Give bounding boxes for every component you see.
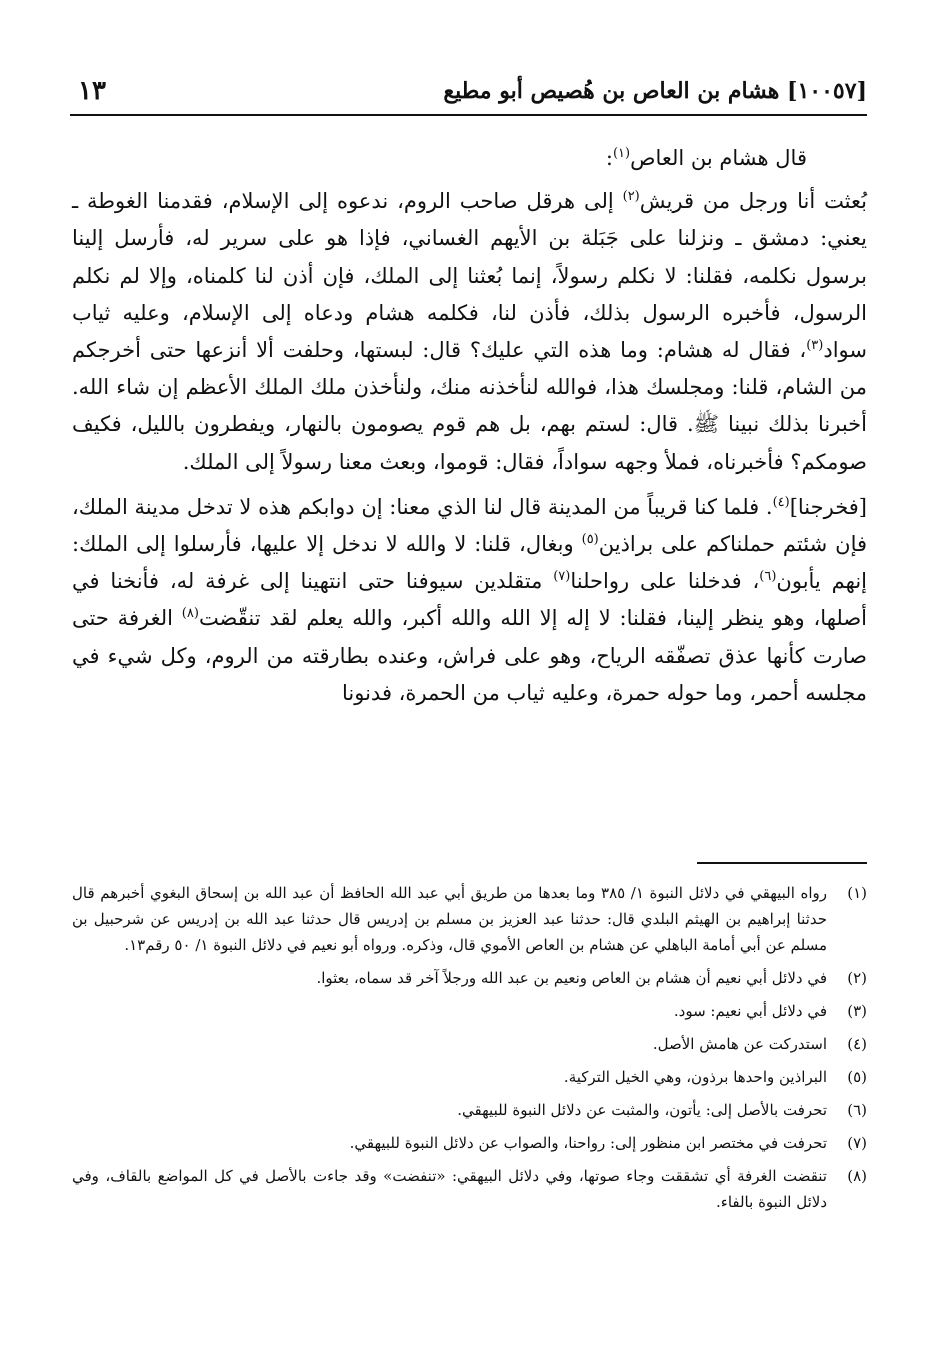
page-header [70, 72, 867, 116]
footnote-item [72, 998, 867, 1024]
footnote-ref: (١) [612, 146, 631, 161]
footnote-number: (٣) [847, 1002, 867, 1020]
footnote-ref: (٢) [622, 189, 640, 205]
paragraph-text: [فخرجنا] [789, 494, 867, 519]
footnote-item [72, 1031, 867, 1057]
footnote-number: (٨) [847, 1167, 867, 1185]
footnote-text: رواه البيهقي في دلائل النبوة ١/ ٣٨٥ وما بعدها من طريق أبي عبد الله الحافظ أن عبد الله بن إسحاق البغوي أخبرهم قال حدثنا إبراهيم بن الهيثم البلدي قال: حدثنا عبد العزيز بن مسلم بن إدريس قال حدثنا عبد الله بن إدريس عن شرحبيل بن مسلم عن أبي أمامة الباهلي عن هشام بن العاص الأموي قال، وذكره. ورواه أبو نعيم في دلائل النبوة ١/ ٥٠ رقم١٣. [72, 884, 828, 954]
footnote-item [72, 880, 867, 958]
footnote-item [72, 1163, 867, 1215]
footnote-number: (٤) [847, 1035, 867, 1053]
footnote-item [72, 1097, 867, 1123]
footnote-item [72, 965, 867, 991]
speaker-line [72, 140, 867, 177]
footnote-ref: (٧) [553, 569, 571, 585]
footnote-text: استدركت عن هامش الأصل. [652, 1035, 827, 1053]
footnote-number: (٢) [847, 969, 867, 987]
paragraph-2 [72, 489, 867, 712]
footnote-number: (٧) [847, 1134, 867, 1152]
paragraph-text: متقلدين سيوفنا حتى انتهينا إلى غرفة له، فأنخنا في أصلها، وهو ينظر إلينا، فقلنا: لا إله إلا الله والله أكبر، والله يعلم لقد تنقّضت [72, 569, 867, 631]
footnote-item [72, 1130, 867, 1156]
paragraph-text: إلى هرقل صاحب الروم، ندعوه إلى الإسلام، فقدمنا الغوطة ـ يعني: دمشق ـ ونزلنا على جَبَلة بن الأيهم الغساني، فإذا هو على سرير له، فأرسل إلينا برسول نكلمه، فقلنا: لا نكلم رسولاً، إنما بُعثنا إلى الملك، فإن أذن لنا كلمناه، وإلا لم نكلم الرسول، فأخبره الرسول بذلك، فأذن لنا، فكلمه هشام ودعاه إلى الإسلام، وعليه ثياب سواد [72, 189, 867, 363]
paragraph-text: الغرفة حتى صارت كأنها عذق تصفّقه الرياح، وهو على فراش، وعنده بطارقته من الروم، وكل شيء في مجلسه أحمر، وما حوله حمرة، وعليه ثياب من الحمرة، فدنونا [72, 606, 867, 705]
paragraph-text: ، فدخلنا على رواحلنا [570, 569, 760, 594]
running-title: [١٠٠٥٧] هشام بن العاص بن هُصيص أبو مطيع [443, 78, 867, 104]
footnote-separator [697, 862, 867, 864]
footnote-text: في دلائل أبي نعيم أن هشام بن العاص ونعيم بن عبد الله ورجلاً آخر قد سماه، بعثوا. [316, 969, 827, 987]
paragraph-1 [72, 183, 867, 481]
footnote-text: البراذين واحدها برذون، وهي الخيل التركية. [563, 1068, 827, 1086]
footnote-number: (٦) [847, 1101, 867, 1119]
footnote-ref: (٣) [806, 338, 824, 354]
footnote-item [72, 1064, 867, 1090]
paragraph-text: ، فقال له هشام: وما هذه التي عليك؟ قال: لبستها، وحلفت ألا أنزعها حتى أخرجكم من الشام، قلنا: ومجلسك هذا، فوالله لنأخذنه منك، ولنأخذن ملك الملك الأعظم إن شاء الله. أخبرنا بذلك نبينا ﷺ. قال: لستم بهم، بل هم قوم يصومون بالنهار، ويفطرون بالليل، فكيف صومكم؟ فأخبرناه، فملأ وجهه سواداً، فقال: قوموا، وبعث معنا رسولاً إلى الملك. [72, 338, 867, 474]
page-number: ١٣ [78, 76, 106, 106]
speaker-text: قال هشام بن العاص [630, 146, 807, 170]
footnote-ref: (٤) [772, 494, 790, 510]
footnote-ref: (٨) [181, 606, 199, 622]
main-text [72, 140, 867, 712]
footnote-ref: (٦) [759, 569, 777, 585]
footnote-text: تحرفت في مختصر ابن منظور إلى: رواحنا، والصواب عن دلائل النبوة للبيهقي. [349, 1134, 827, 1152]
paragraph-text: بُعثت أنا ورجل من قريش [639, 189, 867, 214]
paragraph-text: وبغال، قلنا: لا والله لا ندخل إلا عليها، فأرسلوا إلى الملك: إنهم يأبون [72, 532, 867, 594]
speaker-colon: : [605, 146, 613, 170]
footnote-ref: (٥) [581, 532, 599, 548]
paragraph-text: . فلما كنا قريباً من المدينة قال لنا الذي معنا: إن دوابكم هذه لا تدخل مدينة الملك، فإن شئتم حملناكم على براذين [72, 494, 868, 557]
footnote-number: (٥) [847, 1068, 867, 1086]
footnotes [72, 880, 867, 1222]
footnote-text: تنقضت الغرفة أي تشققت وجاء صوتها، وفي دلائل البيهقي: «تنفضت» وقد جاءت بالأصل في كل المواضع بالقاف، وفي دلائل النبوة بالفاء. [72, 1167, 827, 1211]
footnote-text: في دلائل أبي نعيم: سود. [673, 1002, 827, 1020]
footnote-text: تحرفت بالأصل إلى: يأتون، والمثبت عن دلائل النبوة للبيهقي. [457, 1101, 827, 1119]
footnote-number: (١) [847, 884, 867, 902]
